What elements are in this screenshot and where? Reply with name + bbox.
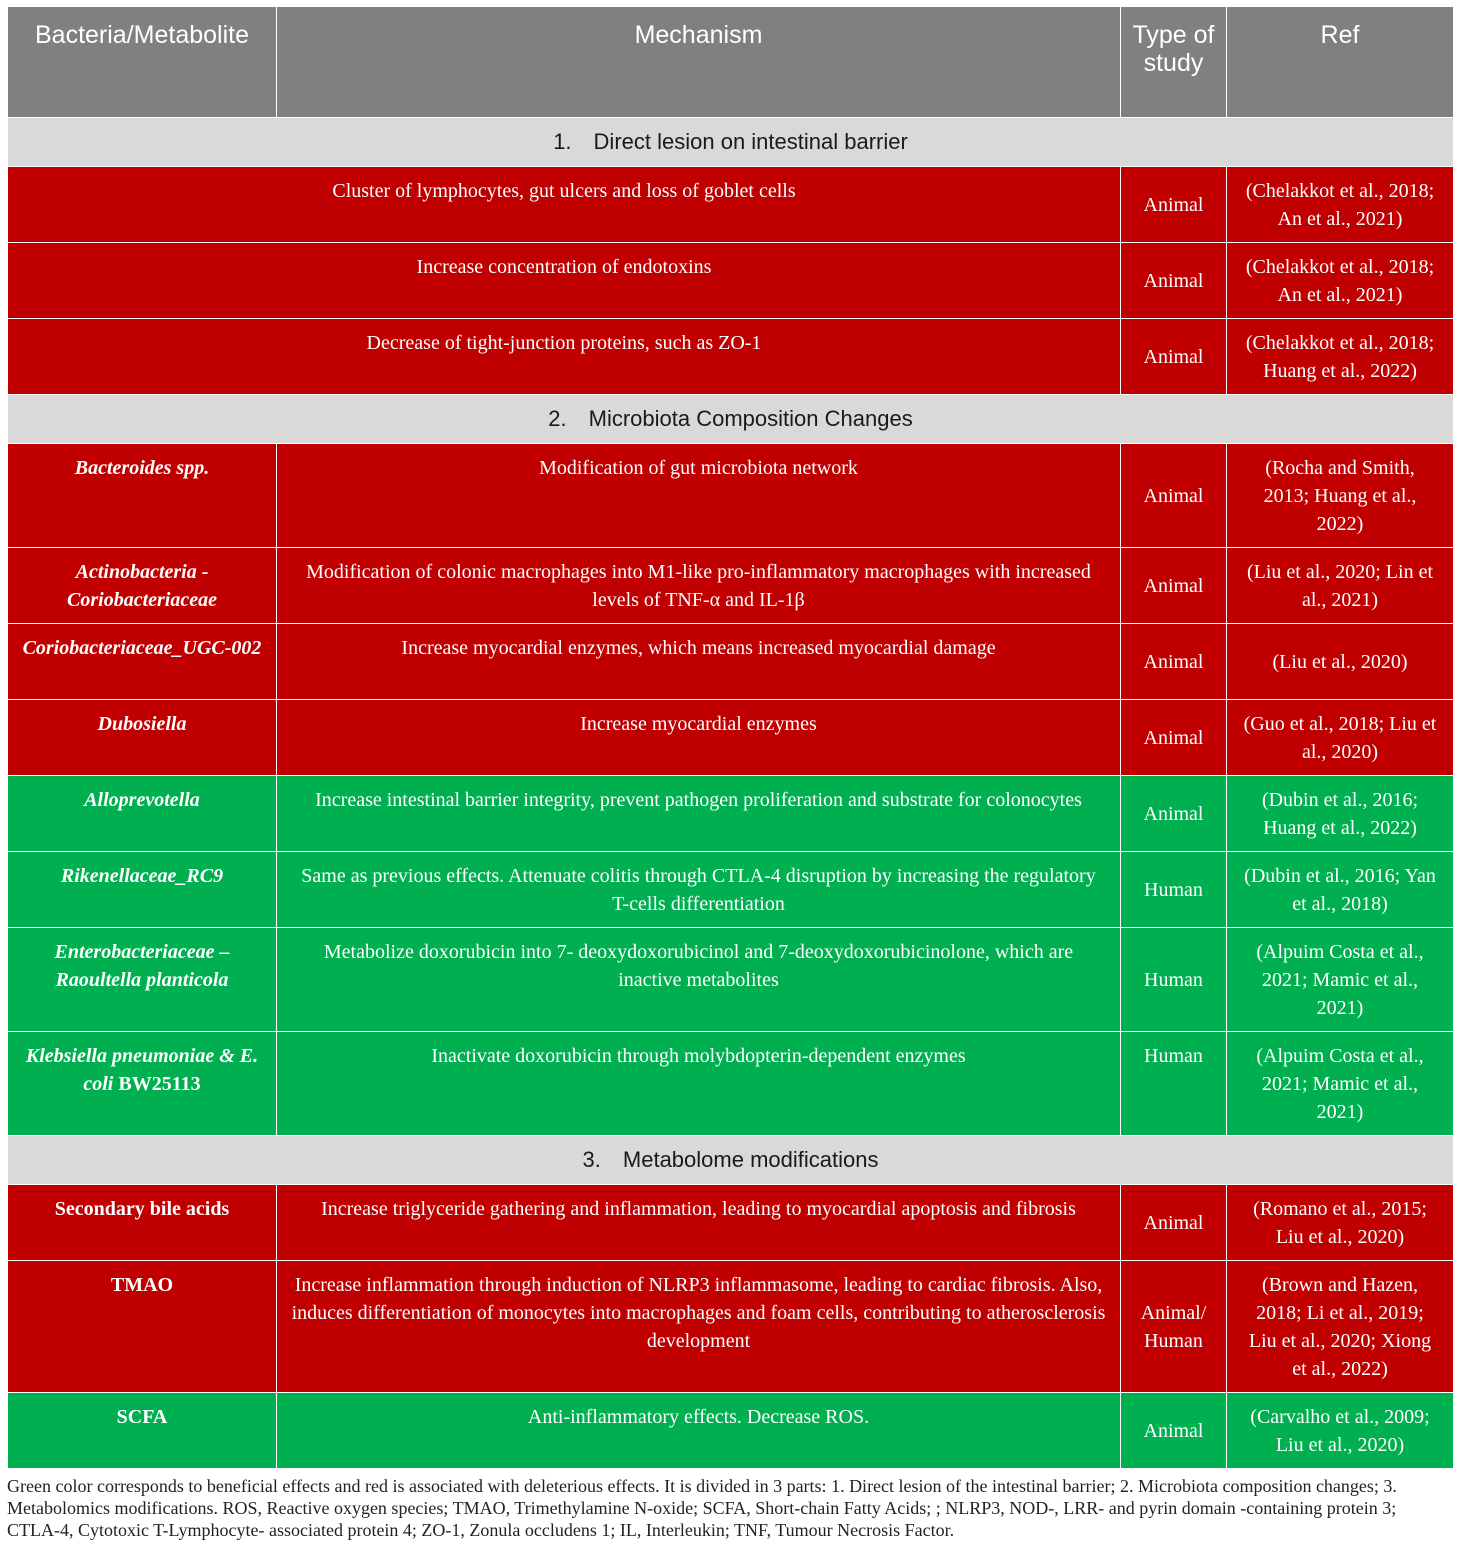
study-type-cell: Animal [1121, 624, 1227, 700]
mechanism-cell: Cluster of lymphocytes, gut ulcers and loss of goblet cells [8, 167, 1121, 243]
mechanism-cell: Increase intestinal barrier integrity, prevent pathogen proliferation and substrate for colonocytes [277, 776, 1121, 852]
section-title: Microbiota Composition Changes [588, 406, 913, 431]
mechanism-cell: Increase concentration of endotoxins [8, 243, 1121, 319]
section-title: Metabolome modifications [622, 1147, 879, 1172]
table-row [8, 319, 1454, 395]
ref-cell: (Carvalho et al., 2009; Liu et al., 2020) [1227, 1393, 1454, 1469]
ref-cell: (Dubin et al., 2016; Yan et al., 2018) [1227, 852, 1454, 928]
ref-cell: (Dubin et al., 2016; Huang et al., 2022) [1227, 776, 1454, 852]
ref-cell: (Liu et al., 2020; Lin et al., 2021) [1227, 548, 1454, 624]
metabolite-cell: Secondary bile acids [8, 1185, 277, 1261]
study-type-cell: Animal [1121, 319, 1227, 395]
metabolite-cell: TMAO [8, 1261, 277, 1393]
mechanism-cell: Increase triglyceride gathering and inflammation, leading to myocardial apoptosis and fibrosis [277, 1185, 1121, 1261]
header-mechanism: Mechanism [277, 7, 1121, 118]
mechanism-cell: Modification of gut microbiota network [277, 444, 1121, 548]
mechanism-cell: Increase myocardial enzymes [277, 700, 1121, 776]
study-type-cell: Human [1121, 1032, 1227, 1136]
section-number: 3. [582, 1147, 601, 1172]
table-row [8, 700, 1454, 776]
mechanism-cell: Increase inflammation through induction of NLRP3 inflammasome, leading to cardiac fibrosis. Also, induces differentiation of monocytes into macrophages and foam cells, contributing to atherosclerosis development [277, 1261, 1121, 1393]
table-row [8, 1032, 1454, 1136]
bacteria-cell: Alloprevotella [8, 776, 277, 852]
table-row [8, 624, 1454, 700]
section-number: 1. [553, 129, 572, 154]
table-row [8, 776, 1454, 852]
table-row [8, 928, 1454, 1032]
header-row [8, 7, 1454, 118]
bacteria-strain: BW25113 [118, 1073, 201, 1095]
ref-cell: (Brown and Hazen, 2018; Li et al., 2019; Liu et al., 2020; Xiong et al., 2022) [1227, 1261, 1454, 1393]
mechanism-cell: Metabolize doxorubicin into 7- deoxydoxorubicinol and 7-deoxydoxorubicinolone, which are inactive metabolites [277, 928, 1121, 1032]
study-type-cell: Human [1121, 852, 1227, 928]
study-type-cell: Animal [1121, 444, 1227, 548]
mechanism-cell: Decrease of tight-junction proteins, such as ZO-1 [8, 319, 1121, 395]
section-title: Direct lesion on intestinal barrier [593, 129, 908, 154]
mechanism-cell: Inactivate doxorubicin through molybdopterin-dependent enzymes [277, 1032, 1121, 1136]
ref-cell: (Liu et al., 2020) [1227, 624, 1454, 700]
table-footnote: Green color corresponds to beneficial effects and red is associated with deleterious effects. It is divided in 3 parts: 1. Direct lesion of the intestinal barrier; 2. Microbiota composition changes; 3. Metabolomics modifications. ROS, Reactive oxygen species; TMAO, Trimethylamine N-oxide; SCFA, Short-chain Fatty Acids; ; NLRP3, NOD-, LRR- and pyrin domain -containing protein 3; CTLA-4, Cytotoxic T-Lymphocyte- associated protein 4; ZO-1, Zonula occludens 1; IL, Interleukin; TNF, Tumour Necrosis Factor. [7, 1476, 1397, 1540]
data-table-container [7, 6, 1453, 1469]
bacteria-cell [8, 1032, 277, 1136]
ref-cell: (Alpuim Costa et al., 2021; Mamic et al., 2021) [1227, 928, 1454, 1032]
study-type-cell: Animal [1121, 776, 1227, 852]
ref-cell: (Rocha and Smith, 2013; Huang et al., 2022) [1227, 444, 1454, 548]
ref-cell: (Romano et al., 2015; Liu et al., 2020) [1227, 1185, 1454, 1261]
bacteria-cell: Enterobacteriaceae – Raoultella planticola [8, 928, 277, 1032]
ref-cell: (Alpuim Costa et al., 2021; Mamic et al., 2021) [1227, 1032, 1454, 1136]
table-row [8, 167, 1454, 243]
table-row [8, 852, 1454, 928]
table-row [8, 548, 1454, 624]
study-type-cell: Animal/ Human [1121, 1261, 1227, 1393]
table-row [8, 243, 1454, 319]
study-type-cell: Animal [1121, 1185, 1227, 1261]
bacteria-cell: Rikenellaceae_RC9 [8, 852, 277, 928]
table-row [8, 1261, 1454, 1393]
study-type-cell: Animal [1121, 243, 1227, 319]
table-row [8, 1185, 1454, 1261]
section-number: 2. [548, 406, 567, 431]
bacteria-cell: Actinobacteria - Coriobacteriaceae [8, 548, 277, 624]
metabolite-cell: SCFA [8, 1393, 277, 1469]
mechanism-cell: Modification of colonic macrophages into M1-like pro-inflammatory macrophages with increased levels of TNF-α and IL-1β [277, 548, 1121, 624]
ref-cell: (Chelakkot et al., 2018; Huang et al., 2022) [1227, 319, 1454, 395]
header-bacteria: Bacteria/Metabolite [8, 7, 277, 118]
table-row [8, 444, 1454, 548]
ref-cell: (Chelakkot et al., 2018; An et al., 2021) [1227, 167, 1454, 243]
table-row [8, 1393, 1454, 1469]
header-study-type: Type of study [1121, 7, 1227, 118]
mechanism-cell: Anti-inflammatory effects. Decrease ROS. [277, 1393, 1121, 1469]
mechanisms-table [7, 6, 1454, 1469]
section-header-1 [8, 118, 1454, 167]
section-header-2 [8, 395, 1454, 444]
ref-cell: (Guo et al., 2018; Liu et al., 2020) [1227, 700, 1454, 776]
study-type-cell: Animal [1121, 700, 1227, 776]
study-type-cell: Animal [1121, 167, 1227, 243]
ref-cell: (Chelakkot et al., 2018; An et al., 2021) [1227, 243, 1454, 319]
mechanism-cell: Increase myocardial enzymes, which means increased myocardial damage [277, 624, 1121, 700]
study-type-cell: Animal [1121, 548, 1227, 624]
bacteria-cell: Coriobacteriaceae_UGC-002 [8, 624, 277, 700]
section-header-3 [8, 1136, 1454, 1185]
bacteria-cell: Bacteroides spp. [8, 444, 277, 548]
header-ref: Ref [1227, 7, 1454, 118]
study-type-cell: Animal [1121, 1393, 1227, 1469]
study-type-cell: Human [1121, 928, 1227, 1032]
bacteria-name: Klebsiella pneumoniae & E. coli [25, 1045, 259, 1095]
bacteria-cell: Dubosiella [8, 700, 277, 776]
mechanism-cell: Same as previous effects. Attenuate colitis through CTLA-4 disruption by increasing the regulatory T-cells differentiation [277, 852, 1121, 928]
